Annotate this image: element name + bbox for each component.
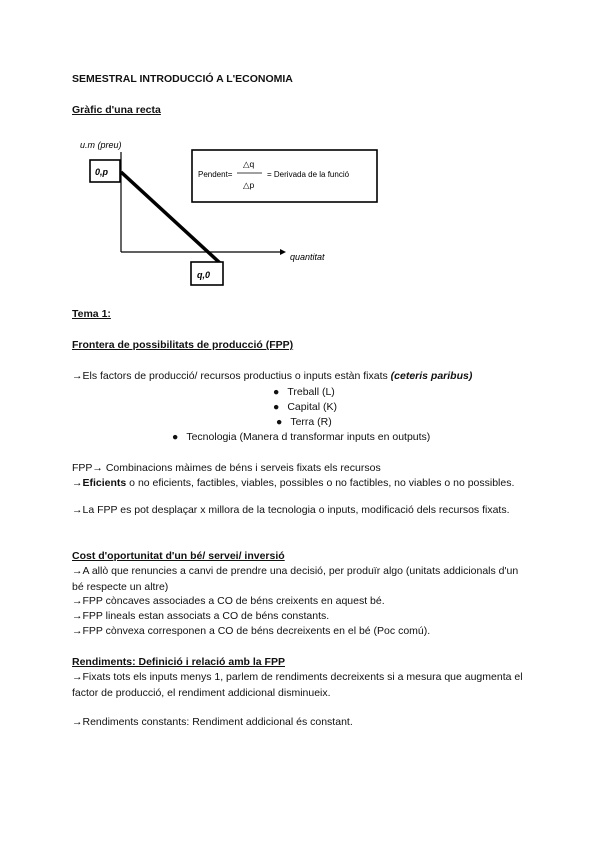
- factors-text: →Els factors de producció/ recursos productius o inputs estàn fixats: [72, 370, 391, 382]
- graph-heading: Gràfic d'una recta: [72, 104, 161, 116]
- y-axis-label: u.m (preu): [80, 140, 122, 150]
- factor-label: Capital (K): [287, 401, 337, 413]
- cost-line: →A allò que renuncies a canvi de prendre una decisió, per produïr algo (unitats addicionals d'un bé respecte un altre): [72, 565, 519, 593]
- factors-line: [72, 370, 472, 382]
- x-axis-label: quantitat: [290, 252, 325, 262]
- formula-suffix: = Derivada de la funció: [267, 170, 350, 179]
- cost-line: →FPP còncaves associades a CO de béns creixents en aquest bé.: [72, 595, 385, 607]
- list-item: ● Treball (L): [273, 386, 335, 398]
- efficient-paragraph: [72, 476, 532, 492]
- ceteris-paribus: (ceteris paribus): [390, 370, 473, 382]
- line-graph: [80, 136, 380, 288]
- shift-paragraph: →La FPP es pot desplaçar x millora de la tecnologia o inputs, modificació dels recursos fixats.: [72, 504, 510, 516]
- factor-label: Treball (L): [287, 386, 335, 398]
- rend-heading: Rendiments: Definició i relació amb la FPP: [72, 656, 285, 668]
- cost-line: →FPP cònvexa corresponen a CO de béns decreixents en el bé (Poc comú).: [72, 625, 431, 637]
- efficient-arrow: →: [72, 477, 83, 489]
- cost-line: →FPP lineals estan associats a CO de béns constants.: [72, 610, 330, 622]
- factor-label: Terra (R): [290, 416, 332, 428]
- bottom-point-label: q,0: [197, 270, 211, 280]
- rend-line: →Rendiments constants: Rendiment addicional és constant.: [72, 716, 353, 728]
- rend-line: →Fixats tots els inputs menys 1, parlem de rendiments decreixents si a mesura que augmenta el factor de producció, el rendiment addicional disminueix.: [72, 671, 523, 699]
- cost-heading: Cost d'oportunitat d'un bé/ servei/ inversió: [72, 550, 285, 562]
- formula-prefix: Pendent=: [198, 170, 233, 179]
- formula-denominator: △p: [243, 180, 255, 190]
- formula-numerator: △q: [243, 159, 255, 169]
- efficient-rest: o no eficients, factibles, viables, possibles o no factibles, no viables o no possibles.: [126, 477, 515, 489]
- fpp-heading: Frontera de possibilitats de producció (FPP): [72, 339, 294, 351]
- list-item: ● Tecnologia (Manera d transformar inputs en outputs): [172, 431, 431, 443]
- tech-label: Tecnologia (Manera d transformar inputs en outputs): [186, 431, 431, 443]
- list-item: ● Capital (K): [273, 401, 337, 413]
- document-title: SEMESTRAL INTRODUCCIÓ A L'ECONOMIA: [72, 73, 293, 85]
- x-axis-arrow: [280, 249, 286, 255]
- top-point-label: 0,p: [95, 167, 109, 177]
- efficient-bold: Eficients: [82, 477, 127, 489]
- tema1-heading: Tema 1:: [72, 308, 111, 320]
- list-item: ● Terra (R): [276, 416, 332, 428]
- fpp-definition: FPP→ Combinacions màimes de béns i serveis fixats els recursos: [72, 462, 381, 474]
